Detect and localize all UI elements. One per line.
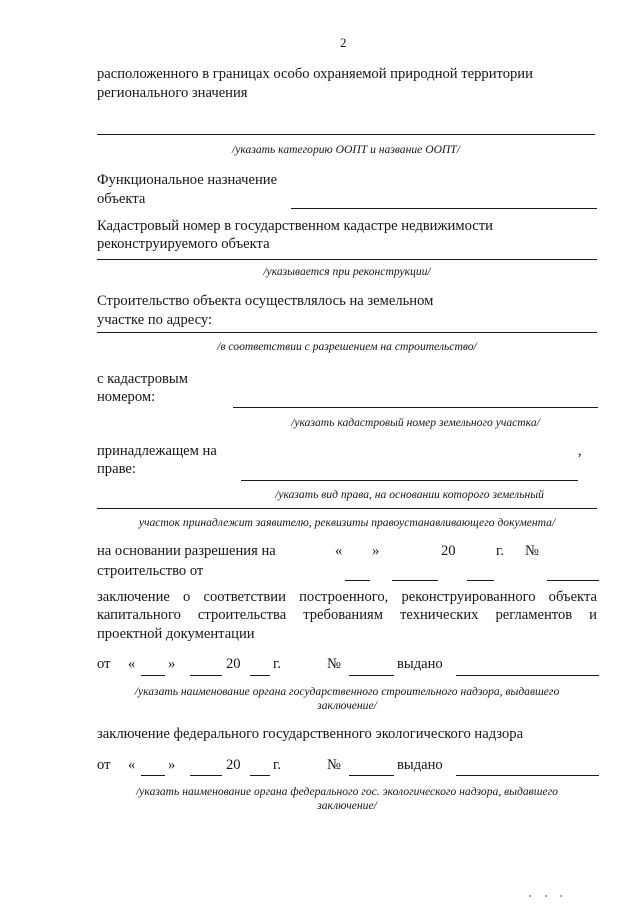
conclusion1-text-line-2: капитального строительства требованиям технических регламентов и	[97, 607, 597, 623]
conclusion1-issuer-field[interactable]	[456, 675, 599, 676]
conclusion1-year-suffix: г.	[273, 656, 281, 672]
conclusion1-quote-close: »	[168, 656, 176, 672]
conclusion1-year-field[interactable]	[250, 675, 270, 676]
conclusion1-text-line-1: заключение о соответствии построенного, реконструированного объекта	[97, 589, 597, 605]
cadastral-label-line-2: реконструируемого объекта	[97, 236, 270, 252]
right-label-line-1: принадлежащем на	[97, 443, 217, 459]
address-label-line-1: Строительство объекта осуществлялось на земельном	[97, 293, 434, 309]
conclusion2-caption-line-1: /указать наименование органа федерального гос. экологического надзора, выдавшего	[136, 785, 558, 798]
conclusion1-year: 20	[226, 656, 241, 672]
cadastral-field-line[interactable]	[97, 259, 597, 260]
permit-label-line-2: строительство от	[97, 563, 204, 579]
conclusion1-caption-line-1: /указать наименование органа государственного строительного надзора, выдавшего	[134, 685, 560, 698]
scan-artifact	[529, 895, 531, 897]
right-label-line-2: праве:	[97, 461, 136, 477]
conclusion2-quote-open: «	[128, 757, 136, 773]
conclusion2-year: 20	[226, 757, 241, 773]
conclusion1-number-sign: №	[327, 656, 341, 672]
purpose-field-line[interactable]	[291, 208, 597, 209]
permit-label-line-1: на основании разрешения на	[97, 543, 276, 559]
permit-day-field[interactable]	[345, 580, 370, 581]
right-caption-line-1: /указать вид права, на основании которого земельный	[275, 488, 544, 501]
conclusion2-quote-close: »	[168, 757, 176, 773]
purpose-label-line-1: Функциональное назначение	[97, 172, 278, 188]
right-comma: ,	[578, 443, 582, 459]
permit-year-suffix: г.	[496, 543, 504, 559]
scan-artifact	[545, 895, 547, 897]
permit-year-field[interactable]	[467, 580, 494, 581]
conclusion2-month-field[interactable]	[190, 775, 222, 776]
land-number-label-line-2: номером:	[97, 389, 156, 405]
conclusion1-caption-line-2: заключение/	[317, 699, 377, 712]
purpose-label-line-2: объекта	[97, 191, 146, 207]
scan-artifact	[560, 895, 562, 897]
conclusion1-quote-open: «	[128, 656, 136, 672]
right-field-line[interactable]	[241, 480, 578, 481]
conclusion2-year-suffix: г.	[273, 757, 281, 773]
oopt-caption: /указать категорию ООПТ и название ООПТ/	[232, 143, 460, 156]
oopt-field-line[interactable]	[97, 134, 595, 135]
address-field-line[interactable]	[97, 332, 597, 333]
conclusion2-issued: выдано	[397, 757, 443, 773]
conclusion1-number-field[interactable]	[349, 675, 394, 676]
conclusion2-from: от	[97, 757, 111, 773]
page-number: 2	[340, 35, 347, 50]
land-number-field-line[interactable]	[233, 407, 598, 408]
conclusion1-issued: выдано	[397, 656, 443, 672]
conclusion1-from: от	[97, 656, 111, 672]
permit-number-field[interactable]	[547, 580, 599, 581]
cadastral-caption: /указывается при реконструкции/	[263, 265, 431, 278]
oopt-text-line-2: регионального значения	[97, 85, 248, 101]
address-caption: /в соответствии с разрешением на строительство/	[217, 340, 477, 353]
permit-quote-open: «	[335, 543, 343, 559]
conclusion1-month-field[interactable]	[190, 675, 222, 676]
permit-year: 20	[441, 543, 456, 559]
land-number-caption: /указать кадастровый номер земельного участка/	[291, 416, 540, 429]
conclusion2-number-field[interactable]	[349, 775, 394, 776]
right-field-line-2[interactable]	[97, 508, 597, 509]
conclusion2-day-field[interactable]	[141, 775, 165, 776]
oopt-text-line-1: расположенного в границах особо охраняемой природной территории	[97, 66, 533, 82]
address-label-line-2: участке по адресу:	[97, 312, 213, 328]
cadastral-label-line-1: Кадастровый номер в государственном кадастре недвижимости	[97, 218, 493, 234]
right-caption-line-2: участок принадлежит заявителю, реквизиты правоустанавливающего документа/	[138, 516, 556, 529]
conclusion2-title: заключение федерального государственного экологического надзора	[97, 726, 524, 742]
conclusion2-caption-line-2: заключение/	[317, 799, 377, 812]
land-number-label-line-1: с кадастровым	[97, 371, 188, 387]
conclusion2-issuer-field[interactable]	[456, 775, 599, 776]
permit-number-sign: №	[525, 543, 539, 559]
conclusion1-text-line-3: проектной документации	[97, 626, 255, 642]
conclusion2-year-field[interactable]	[250, 775, 270, 776]
permit-quote-close: »	[372, 543, 380, 559]
permit-month-field[interactable]	[392, 580, 438, 581]
conclusion2-number-sign: №	[327, 757, 341, 773]
conclusion1-day-field[interactable]	[141, 675, 165, 676]
